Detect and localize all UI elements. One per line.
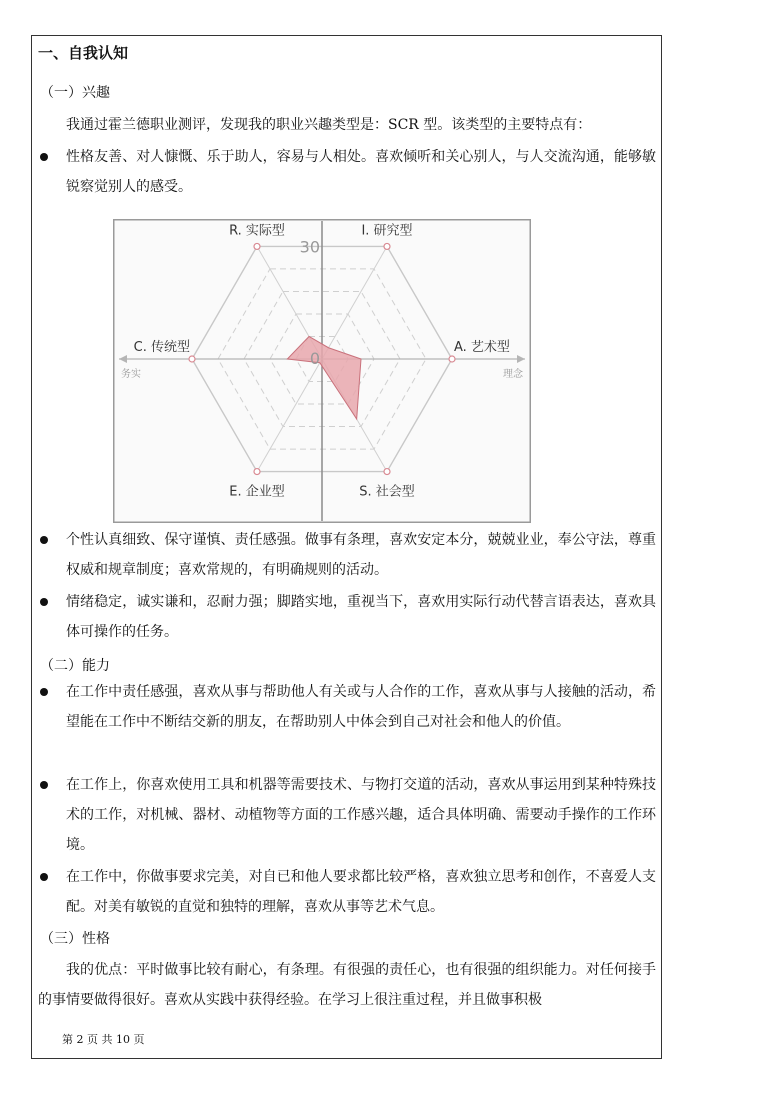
vertex-marker (384, 469, 390, 475)
section-heading: 一、自我认知 (38, 44, 129, 62)
subheading-interest: （一）兴趣 (40, 85, 110, 101)
interest-intro: 我通过霍兰德职业测评，发现我的职业兴趣类型是：SCR 型。该类型的主要特点有： (66, 117, 592, 133)
ability-bullet-3 (38, 862, 656, 922)
vertex-marker (254, 243, 260, 249)
bullet-dot-icon (40, 781, 48, 789)
subheading-ability: （二）能力 (40, 658, 110, 674)
radar-chart-svg (113, 219, 531, 523)
interest-bullet-1 (38, 142, 656, 202)
vertex-marker (384, 243, 390, 249)
axis-label: E. 企业型 (229, 484, 285, 500)
subheading-personality: （三）性格 (40, 931, 110, 947)
bullet-dot-icon (40, 536, 48, 544)
right-caption: 理念 (503, 369, 523, 380)
vertex-marker (449, 356, 455, 362)
axis-label: S. 社会型 (359, 484, 415, 500)
bullet-text: 个性认真细致、保守谨慎、责任感强。做事有条理，喜欢安定本分，兢兢业业，奉公守法，尊重权威和规章制度；喜欢常规的，有明确规则的活动。 (66, 532, 656, 578)
vertex-marker (254, 469, 260, 475)
bullet-dot-icon (40, 153, 48, 161)
ability-bullet-1 (38, 677, 656, 737)
bullet-text: 在工作中责任感强，喜欢从事与帮助他人有关或与人合作的工作，喜欢从事与人接触的活动，希望能在工作中不断结交新的朋友，在帮助别人中体会到自己对社会和他人的价值。 (66, 684, 656, 730)
bullet-text: 情绪稳定，诚实谦和，忍耐力强；脚踏实地，重视当下，喜欢用实际行动代替言语表达，喜欢具体可操作的任务。 (66, 594, 656, 640)
bullet-text: 性格友善、对人慷慨、乐于助人，容易与人相处。喜欢倾听和关心别人，与人交流沟通，能够敏锐察觉别人的感受。 (66, 149, 656, 195)
personality-text: 我的优点：平时做事比较有耐心，有条理。有很强的责任心，也有很强的组织能力。对任何接手的事情要做得很好。喜欢从实践中获得经验。在学习上很注重过程，并且做事积极 (38, 962, 656, 1008)
axis-label: C. 传统型 (133, 340, 190, 355)
vertex-marker (189, 356, 195, 362)
bullet-text: 在工作上，你喜欢使用工具和机器等需要技术、与物打交道的活动，喜欢从事运用到某种特殊技术的工作，对机械、器材、动植物等方面的工作感兴趣，适合具体明确、需要动手操作的工作环境。 (66, 777, 656, 853)
interest-bullet-2 (38, 525, 656, 585)
axis-label: R. 实际型 (229, 223, 285, 239)
left-caption: 务实 (121, 369, 141, 380)
interest-bullet-3 (38, 587, 656, 647)
bullet-dot-icon (40, 873, 48, 881)
ability-bullet-2 (38, 770, 656, 860)
axis-label: I. 研究型 (361, 223, 413, 239)
holland-radar-chart (113, 219, 531, 523)
scale-max-label: 30 (299, 237, 320, 257)
bullet-dot-icon (40, 688, 48, 696)
bullet-dot-icon (40, 598, 48, 606)
axis-label: A. 艺术型 (454, 340, 510, 355)
scale-center-label: 0 (309, 349, 320, 368)
page-footer: 第 2 页 共 10 页 (62, 1033, 145, 1046)
bullet-text: 在工作中，你做事要求完美，对自已和他人要求都比较严格，喜欢独立思考和创作，不喜爱人支配。对美有敏锐的直觉和独特的理解，喜欢从事等艺术气息。 (66, 869, 656, 915)
